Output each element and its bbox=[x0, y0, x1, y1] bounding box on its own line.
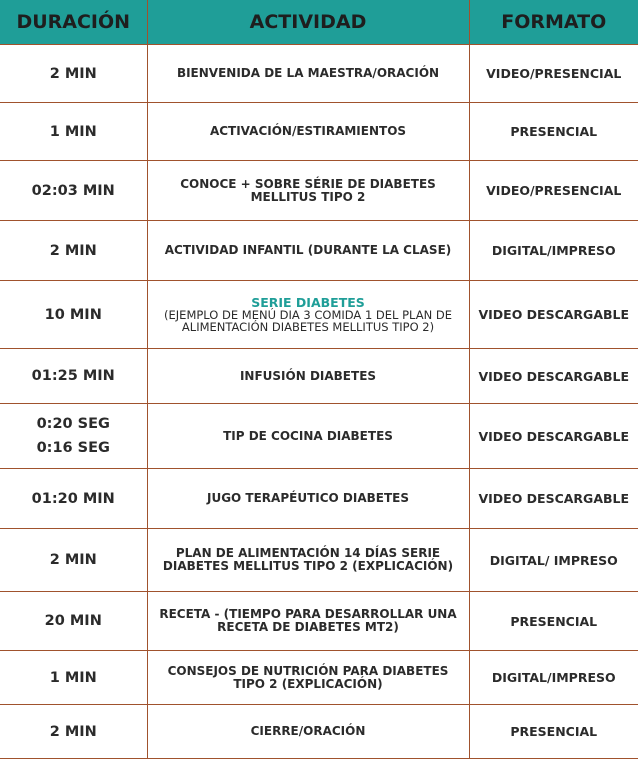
duration-line: 0:16 SEG bbox=[36, 440, 110, 456]
table-row bbox=[0, 705, 638, 759]
duration-cell: 20 MIN bbox=[0, 592, 147, 651]
table-row bbox=[0, 651, 638, 705]
format-cell: VIDEO DESCARGABLE bbox=[469, 404, 638, 469]
duration-cell: 2 MIN bbox=[0, 529, 147, 592]
duration-cell: 2 MIN bbox=[0, 45, 147, 103]
activity-cell: TIP DE COCINA DIABETES bbox=[147, 404, 469, 469]
table-row bbox=[0, 45, 638, 103]
activity-cell: JUGO TERAPÉUTICO DIABETES bbox=[147, 469, 469, 529]
activity-cell: BIENVENIDA DE LA MAESTRA/ORACIÓN bbox=[147, 45, 469, 103]
format-cell: PRESENCIAL bbox=[469, 705, 638, 759]
duration-cell: 2 MIN bbox=[0, 221, 147, 281]
activity-cell: ACTIVACIÓN/ESTIRAMIENTOS bbox=[147, 103, 469, 161]
header-duration: DURACIÓN bbox=[0, 0, 147, 45]
duration-cell: 02:03 MIN bbox=[0, 161, 147, 221]
table-row bbox=[0, 469, 638, 529]
activity-cell: CONSEJOS DE NUTRICIÓN PARA DIABETES TIPO 2 (EXPLICACIÓN) bbox=[147, 651, 469, 705]
table-row bbox=[0, 161, 638, 221]
table-row bbox=[0, 349, 638, 404]
duration-cell: 2 MIN bbox=[0, 705, 147, 759]
format-cell: PRESENCIAL bbox=[469, 103, 638, 161]
activity-description: (EJEMPLO DE MENÚ DIA 3 COMIDA 1 DEL PLAN DE ALIMENTACIÓN DIABETES MELLITUS TIPO 2) bbox=[164, 308, 452, 334]
table-row bbox=[0, 529, 638, 592]
table-row bbox=[0, 592, 638, 651]
duration-line: 0:20 SEG bbox=[36, 416, 110, 432]
format-cell: PRESENCIAL bbox=[469, 592, 638, 651]
duration-cell: 10 MIN bbox=[0, 281, 147, 349]
format-cell: VIDEO/PRESENCIAL bbox=[469, 161, 638, 221]
table-row bbox=[0, 281, 638, 349]
format-cell: VIDEO/PRESENCIAL bbox=[469, 45, 638, 103]
activity-cell: INFUSIÓN DIABETES bbox=[147, 349, 469, 404]
activity-cell: ACTIVIDAD INFANTIL (DURANTE LA CLASE) bbox=[147, 221, 469, 281]
header-row bbox=[0, 0, 638, 45]
format-cell: VIDEO DESCARGABLE bbox=[469, 349, 638, 404]
header-activity: ACTIVIDAD bbox=[147, 0, 469, 45]
activity-cell: PLAN DE ALIMENTACIÓN 14 DÍAS SERIE DIABETES MELLITUS TIPO 2 (EXPLICACIÓN) bbox=[147, 529, 469, 592]
duration-cell: 1 MIN bbox=[0, 103, 147, 161]
activity-cell: CIERRE/ORACIÓN bbox=[147, 705, 469, 759]
duration-cell: 01:20 MIN bbox=[0, 469, 147, 529]
format-cell: DIGITAL/IMPRESO bbox=[469, 651, 638, 705]
activity-cell bbox=[147, 281, 469, 349]
format-cell: DIGITAL/IMPRESO bbox=[469, 221, 638, 281]
duration-cell: 1 MIN bbox=[0, 651, 147, 705]
table-row bbox=[0, 103, 638, 161]
activity-title: SERIE DIABETES bbox=[251, 295, 365, 310]
activity-cell: CONOCE + SOBRE SÉRIE DE DIABETES MELLITUS TIPO 2 bbox=[147, 161, 469, 221]
duration-cell bbox=[0, 404, 147, 469]
format-cell: VIDEO DESCARGABLE bbox=[469, 469, 638, 529]
table-row bbox=[0, 404, 638, 469]
format-cell: VIDEO DESCARGABLE bbox=[469, 281, 638, 349]
format-cell: DIGITAL/ IMPRESO bbox=[469, 529, 638, 592]
table-row bbox=[0, 221, 638, 281]
duration-cell: 01:25 MIN bbox=[0, 349, 147, 404]
activity-cell: RECETA - (TIEMPO PARA DESARROLLAR UNA RECETA DE DIABETES MT2) bbox=[147, 592, 469, 651]
header-format: FORMATO bbox=[469, 0, 638, 45]
